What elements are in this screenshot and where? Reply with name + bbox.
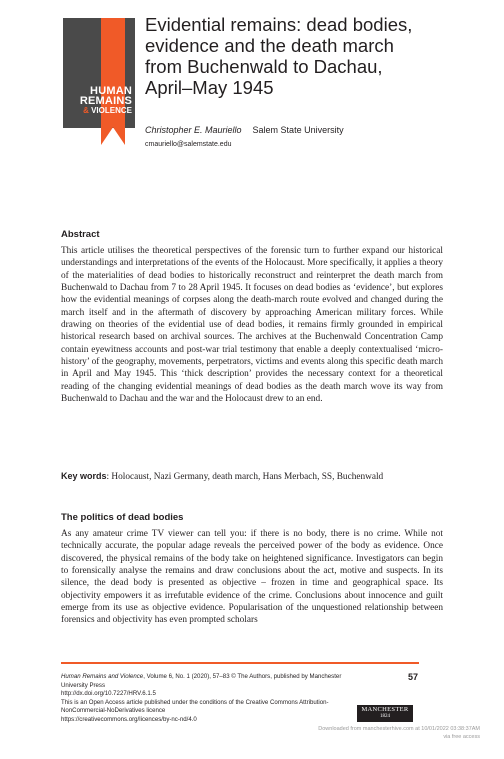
- publisher-name: MANCHESTER: [361, 706, 409, 713]
- author-name: Christopher E. Mauriello: [145, 125, 242, 135]
- article-footer: [61, 673, 361, 725]
- publisher-year: 1824: [380, 714, 390, 719]
- download-stamp: [318, 726, 480, 741]
- logo-line-3: & VIOLENCE: [83, 106, 132, 115]
- doi-link[interactable]: http://dx.doi.org/10.7227/HRV.6.1.5: [61, 690, 156, 698]
- citation: Human Remains and Violence, Volume 6, No. 1 (2020), 57–83 © The Authors, published by Manchester University Press: [61, 673, 342, 689]
- page-number: 57: [408, 672, 419, 682]
- author-line: [145, 125, 344, 135]
- title-line: evidence and the death march: [145, 35, 394, 56]
- download-stamp-line-2: via free access: [443, 733, 480, 740]
- title-line: April–May 1945: [145, 77, 274, 98]
- abstract-heading: Abstract: [61, 229, 100, 240]
- journal-name: Human Remains and Violence: [61, 673, 144, 680]
- download-stamp-line-1: Downloaded from manchesterhive.com at 10/01/2022 03:38:37AM: [318, 726, 480, 732]
- section-body: As any amateur crime TV viewer can tell you: if there is no body, there is no crime. While not technically accurate, the popular adage reveals the perceived power of the body as evidence. Once discovered, the physical remains of the body take on heightened significance. Investigators can begin to forensically analyse the remains and draw conclusions about the act, motive and suspects. In its silence, the dead body is presented as objective – frozen in time and geographical space. Its objectivity empowers it as irrefutable evidence of the crime. Conclusions about innocence and guilt emerge from its use as objective evidence. Popularisation of the unquestioned relationship between forensics and objectivity has even prompted scholars: [61, 529, 443, 626]
- publisher-logo: [357, 705, 413, 722]
- author-email[interactable]: cmauriello@salemstate.edu: [145, 141, 232, 148]
- section-heading: The politics of dead bodies: [61, 512, 184, 523]
- journal-logo: [66, 86, 132, 116]
- abstract-text: This article utilises the theoretical perspectives of the forensic turn to further expand our historical understandings and interpretations of the events of the Holocaust. More specifically, it applies a theory of the materialities of dead bodies to historically reconstruct and reinterpret the death march from Buchenwald to Dachau from 7 to 28 April 1945. It focuses on dead bodies as ‘evidence’, but explores how the evidential meanings of corpses along the death-march route evolved and changed during the march itself and in the aftermath of discovery by approaching American military forces. While drawing on theories of the evidential use of dead bodies, it remains firmly grounded in empirical historical research based on archival sources. The archives at the Buchenwald Concentration Camp contain eyewitness accounts and post-war trial testimony that enable a deeply contextualised ‘micro-history’ of the geography, movements, perpetrators, victims and events along this specific death march in April and May 1945. This ‘thick description’ provides the necessary context for a theoretical reading of the changing evidential meanings of dead bodies as the death march wove its way from Buchenwald to Dachau and the war and the Holocaust drew to an end.: [61, 246, 444, 405]
- license-link[interactable]: https://creativecommons.org/licences/by-nc-nd/4.0: [61, 715, 197, 723]
- keywords-text: : Holocaust, Nazi Germany, death march, Hans Merbach, SS, Buchenwald: [106, 472, 384, 482]
- title-line: from Buchenwald to Dachau,: [145, 56, 383, 77]
- logo-bookmark-ribbon: [101, 18, 125, 145]
- logo-line-2: REMAINS: [79, 95, 132, 107]
- author-affiliation: Salem State University: [252, 125, 344, 135]
- title-line: Evidential remains: dead bodies,: [145, 14, 413, 35]
- keywords-label: Key words: [61, 471, 107, 481]
- keywords: [61, 470, 443, 483]
- footer-rule: [61, 662, 419, 664]
- license-text: This is an Open Access article published under the conditions of the Creative Commons Attribution-NonCommercial-NoDerivatives licence: [61, 698, 329, 715]
- article-title: [145, 14, 445, 98]
- logo-line-1: HUMAN: [90, 85, 132, 97]
